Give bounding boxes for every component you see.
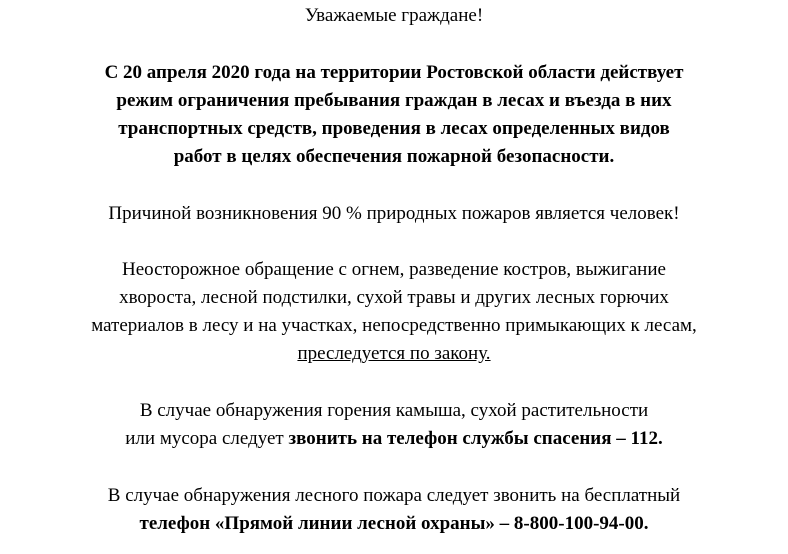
careless-line-1: Неосторожное обращение с огнем, разведение костров, выжигание (122, 259, 666, 280)
reeds-line-2 (0, 425, 788, 453)
restriction-line-2: режим ограничения пребывания граждан в лесах и въезда в них (116, 90, 672, 111)
restriction-line-3: транспортных средств, проведения в лесах определенных видов (118, 118, 670, 139)
cause-statement: Причиной возникновения 90 % природных пожаров является человек! (108, 203, 680, 224)
greeting: Уважаемые граждане! (304, 5, 484, 26)
forest-line-1: В случае обнаружения лесного пожара следует звонить на бесплатный (107, 485, 681, 506)
forest-hotline-phone: телефон «Прямой линии лесной охраны» – 8-800-100-94-00. (139, 513, 649, 534)
careless-line-4 (0, 340, 788, 368)
rescue-phone-112: звонить на телефон службы спасения – 112. (288, 428, 663, 449)
reeds-line-1: В случае обнаружения горения камыша, сухой растительности (139, 400, 649, 421)
restriction-line-4: работ в целях обеспечения пожарной безопасности. (173, 146, 615, 167)
reeds-line-2-text: или мусора следует (125, 428, 289, 449)
prosecuted-by-law: преследуется по закону. (297, 343, 491, 364)
careless-line-3: материалов в лесу и на участках, непосредственно примыкающих к лесам, (91, 315, 697, 336)
careless-line-2: хворостa, лесной подстилки, сухой травы и других лесных горючих (119, 287, 669, 308)
restriction-line-1: С 20 апреля 2020 года на территории Ростовской области действует (104, 62, 684, 83)
